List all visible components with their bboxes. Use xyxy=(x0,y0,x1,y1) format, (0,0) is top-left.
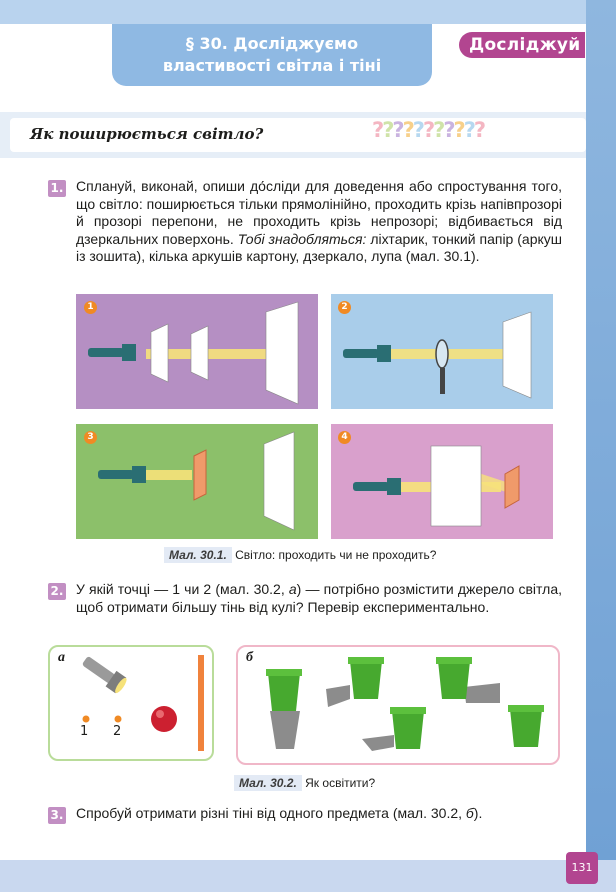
point-1-marker xyxy=(83,716,90,723)
task-3-before: Спробуй отримати різні тіні від одного предмета (мал. 30.2, xyxy=(76,805,463,821)
question-mark-icon: ? xyxy=(402,118,413,142)
question-mark-icon: ? xyxy=(412,118,423,142)
panel-number-1: 1 xyxy=(84,301,97,314)
mirror-icon xyxy=(194,450,206,500)
task-number-3: 3. xyxy=(48,807,66,824)
question-mark-icon: ? xyxy=(392,118,403,142)
task-1-italic: Тобі знадобляться: xyxy=(237,230,367,247)
task-2-before: У якій точці — 1 чи 2 (мал. 30.2, xyxy=(76,581,285,597)
task-3-italic: б xyxy=(465,805,474,821)
question-mark-icon: ? xyxy=(473,118,485,142)
task-1-main: Сплануй, виконай, опиши до́сліди для доведення або спростування того, що світло: поширюється тільки прямолінійно, проходить крізь напівпрозорі й прозорі перепони, не проходить крізь непрозорі; відбивається від дзеркальних поверхонь. xyxy=(76,178,562,247)
question-mark-icon: ? xyxy=(463,118,474,142)
task-1-after: ліхтарик, тонкий папір (аркуш із зошита), кілька аркушів картону, дзеркало, лупа (мал. 30.1). xyxy=(76,230,563,264)
figure-30-1-caption xyxy=(164,546,436,564)
subheading: Як поширюється світло? xyxy=(30,125,264,143)
task-2-after: ) — потрібно розмістити джерело світла, щоб отримати більшу тінь від кулі? Перевір експериментально. xyxy=(76,581,562,615)
question-marks-decoration xyxy=(372,118,484,142)
task-2-text xyxy=(76,581,562,616)
shadow-icon xyxy=(270,711,300,749)
task-number-2: 2. xyxy=(48,583,66,600)
panel-number-4: 4 xyxy=(338,431,351,444)
flashlight-icon xyxy=(88,348,124,357)
question-mark-icon: ? xyxy=(422,118,434,142)
photo-panel-1 xyxy=(76,294,318,409)
screen-icon xyxy=(266,302,298,404)
paper-sheet-icon xyxy=(151,324,168,382)
task-1-text xyxy=(76,178,562,266)
task-2-italic: а xyxy=(288,581,297,597)
magnifier-icon xyxy=(436,340,448,368)
question-mark-icon: ? xyxy=(443,118,454,142)
point-1-label: 1 xyxy=(80,724,89,739)
caption-label: Мал. 30.1. xyxy=(164,547,232,563)
figure-30-2b-illustration xyxy=(238,647,558,763)
bottom-strip xyxy=(0,860,616,892)
caption-label-2: Мал. 30.2. xyxy=(234,775,302,791)
page-title xyxy=(112,33,432,77)
page-title-line1: § 30. Досліджуємо xyxy=(185,34,359,53)
flashlight-icon xyxy=(79,652,128,695)
page-edge-strip xyxy=(586,0,616,892)
figure-30-1 xyxy=(76,294,556,540)
caption-text: Світло: проходить чи не проходить? xyxy=(235,548,437,562)
top-band xyxy=(0,0,616,24)
header-left-tab xyxy=(0,24,112,86)
figure-label-b: б xyxy=(246,650,253,665)
point-2-marker xyxy=(115,716,122,723)
question-mark-icon: ? xyxy=(382,118,393,142)
panel-number-2: 2 xyxy=(338,301,351,314)
cup-icon xyxy=(268,673,300,711)
page-number: 131 xyxy=(566,852,598,884)
task-3-after: ). xyxy=(473,805,483,821)
point-2-label: 2 xyxy=(113,724,122,739)
photo-panel-3 xyxy=(76,424,318,539)
question-mark-icon: ? xyxy=(372,118,383,142)
photo-panel-4 xyxy=(331,424,553,539)
page-title-line2: властивості світла і тіні xyxy=(162,56,382,75)
figure-label-a: а xyxy=(58,650,65,665)
section-badge: Досліджуй xyxy=(459,32,585,58)
ball-icon xyxy=(151,706,177,732)
photo-panel-2 xyxy=(331,294,553,409)
figure-30-2a-illustration xyxy=(50,647,212,759)
task-number-1: 1. xyxy=(48,180,66,197)
figure-30-2-caption xyxy=(234,774,375,792)
panel-number-3: 3 xyxy=(84,431,97,444)
question-mark-icon: ? xyxy=(453,118,464,142)
question-mark-icon: ? xyxy=(433,118,444,142)
screen-icon xyxy=(198,655,204,751)
task-3-text xyxy=(76,805,562,823)
caption-text-2: Як освітити? xyxy=(305,776,376,790)
